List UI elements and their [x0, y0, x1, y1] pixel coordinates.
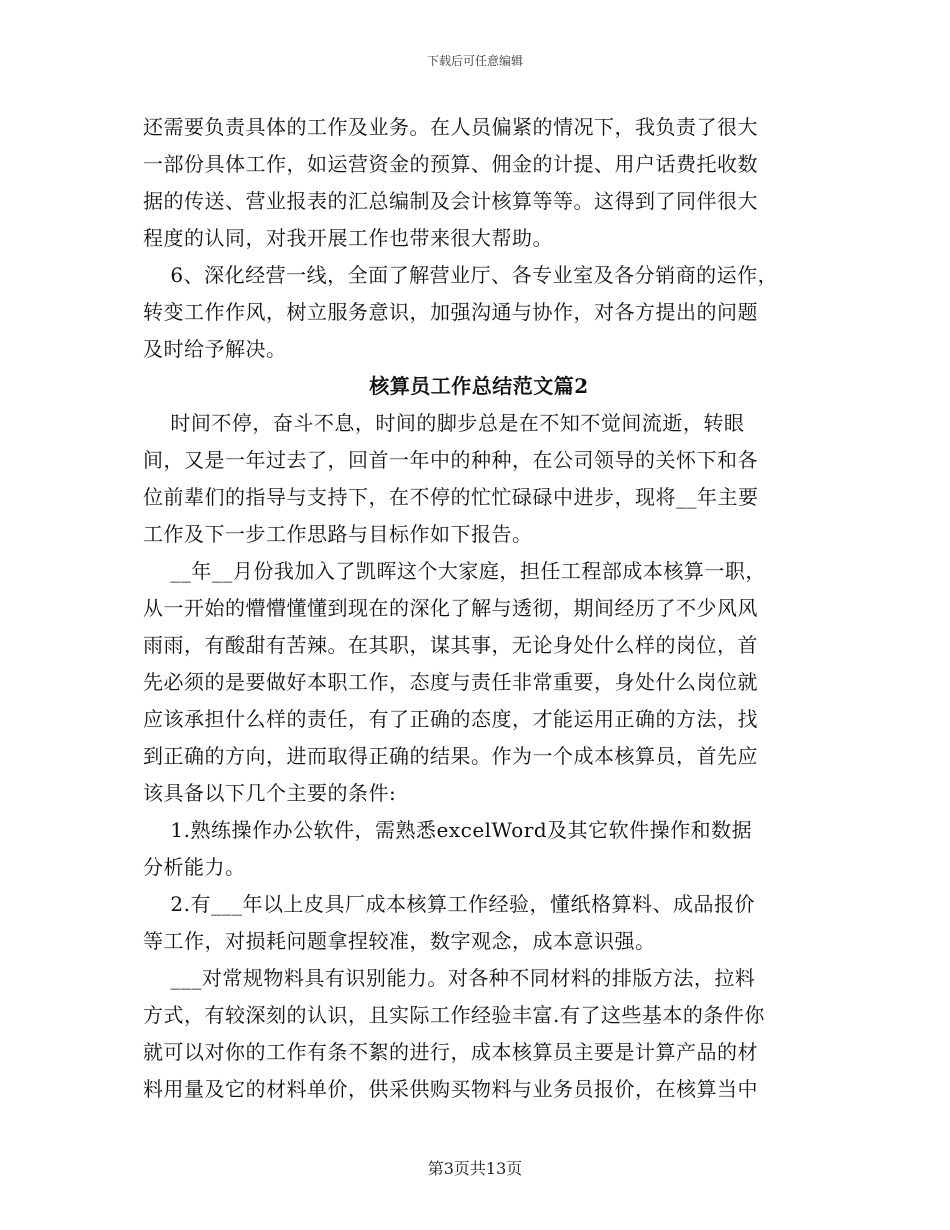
document-body — [143, 109, 823, 1108]
page-header: 下载后可任意编辑 — [426, 54, 523, 68]
body-line: 就可以对你的工作有条不絮的进行，成本核算员主要是计算产品的材 — [143, 1040, 758, 1064]
body-line: 等工作，对损耗问题拿捏较准，数字观念，成本意识强。 — [143, 929, 656, 953]
body-line: 转变工作作风，树立服务意识，加强沟通与协作，对各方提出的问题 — [143, 300, 758, 324]
body-line: 分析能力。 — [143, 855, 246, 879]
body-line: 2.有___年以上皮具厂成本核算工作经验，懂纸格算料、成品报价 — [143, 892, 756, 916]
body-line: 该具备以下几个主要的条件: — [143, 781, 397, 805]
body-line: 一部份具体工作，如运营资金的预算、佣金的计提、用户话费托收数 — [143, 152, 758, 176]
page-number: 第3页共13页 — [427, 1159, 523, 1178]
body-line: 到正确的方向，进而取得正确的结果。作为一个成本核算员，首先应 — [143, 744, 758, 768]
body-line: 工作及下一步工作思路与目标作如下报告。 — [143, 522, 533, 546]
body-line: 及时给予解决。 — [143, 337, 287, 361]
section-title: 核算员工作总结范文篇2 — [369, 374, 589, 398]
body-line: 从一开始的懵懵懂懂到现在的深化了解与透彻，期间经历了不少风风 — [143, 596, 758, 620]
body-line: 时间不停，奋斗不息，时间的脚步总是在不知不觉间流逝，转眼 — [143, 411, 745, 435]
body-line: 据的传送、营业报表的汇总编制及会计核算等等。这得到了同伴很大 — [143, 189, 758, 213]
body-line: 6、深化经营一线，全面了解营业厅、各专业室及各分销商的运作， — [143, 263, 779, 287]
body-line: ___对常规物料具有识别能力。对各种不同材料的排版方法，拉料 — [143, 966, 756, 990]
body-line: 程度的认同，对我开展工作也带来很大帮助。 — [143, 226, 553, 250]
body-line: 料用量及它的材料单价，供采供购买物料与业务员报价，在核算当中 — [143, 1077, 758, 1101]
body-line: 还需要负责具体的工作及业务。在人员偏紧的情况下，我负责了很大 — [143, 115, 758, 139]
body-line: 先必须的是要做好本职工作，态度与责任非常重要，身处什么岗位就 — [143, 670, 758, 694]
body-line: 1.熟练操作办公软件，需熟悉excelWord及其它软件操作和数据 — [143, 818, 753, 842]
body-line: 雨雨，有酸甜有苦辣。在其职，谋其事，无论身处什么样的岗位，首 — [143, 633, 758, 657]
body-line: 位前辈们的指导与支持下，在不停的忙忙碌碌中进步，现将__年主要 — [143, 485, 759, 509]
body-line: 应该承担什么样的责任，有了正确的态度，才能运用正确的方法，找 — [143, 707, 758, 731]
body-line: __年__月份我加入了凯晖这个大家庭，担任工程部成本核算一职， — [143, 559, 766, 583]
body-line: 间，又是一年过去了，回首一年中的种种，在公司领导的关怀下和各 — [143, 448, 758, 472]
body-line: 方式，有较深刻的认识，且实际工作经验丰富.有了这些基本的条件你 — [143, 1003, 765, 1027]
